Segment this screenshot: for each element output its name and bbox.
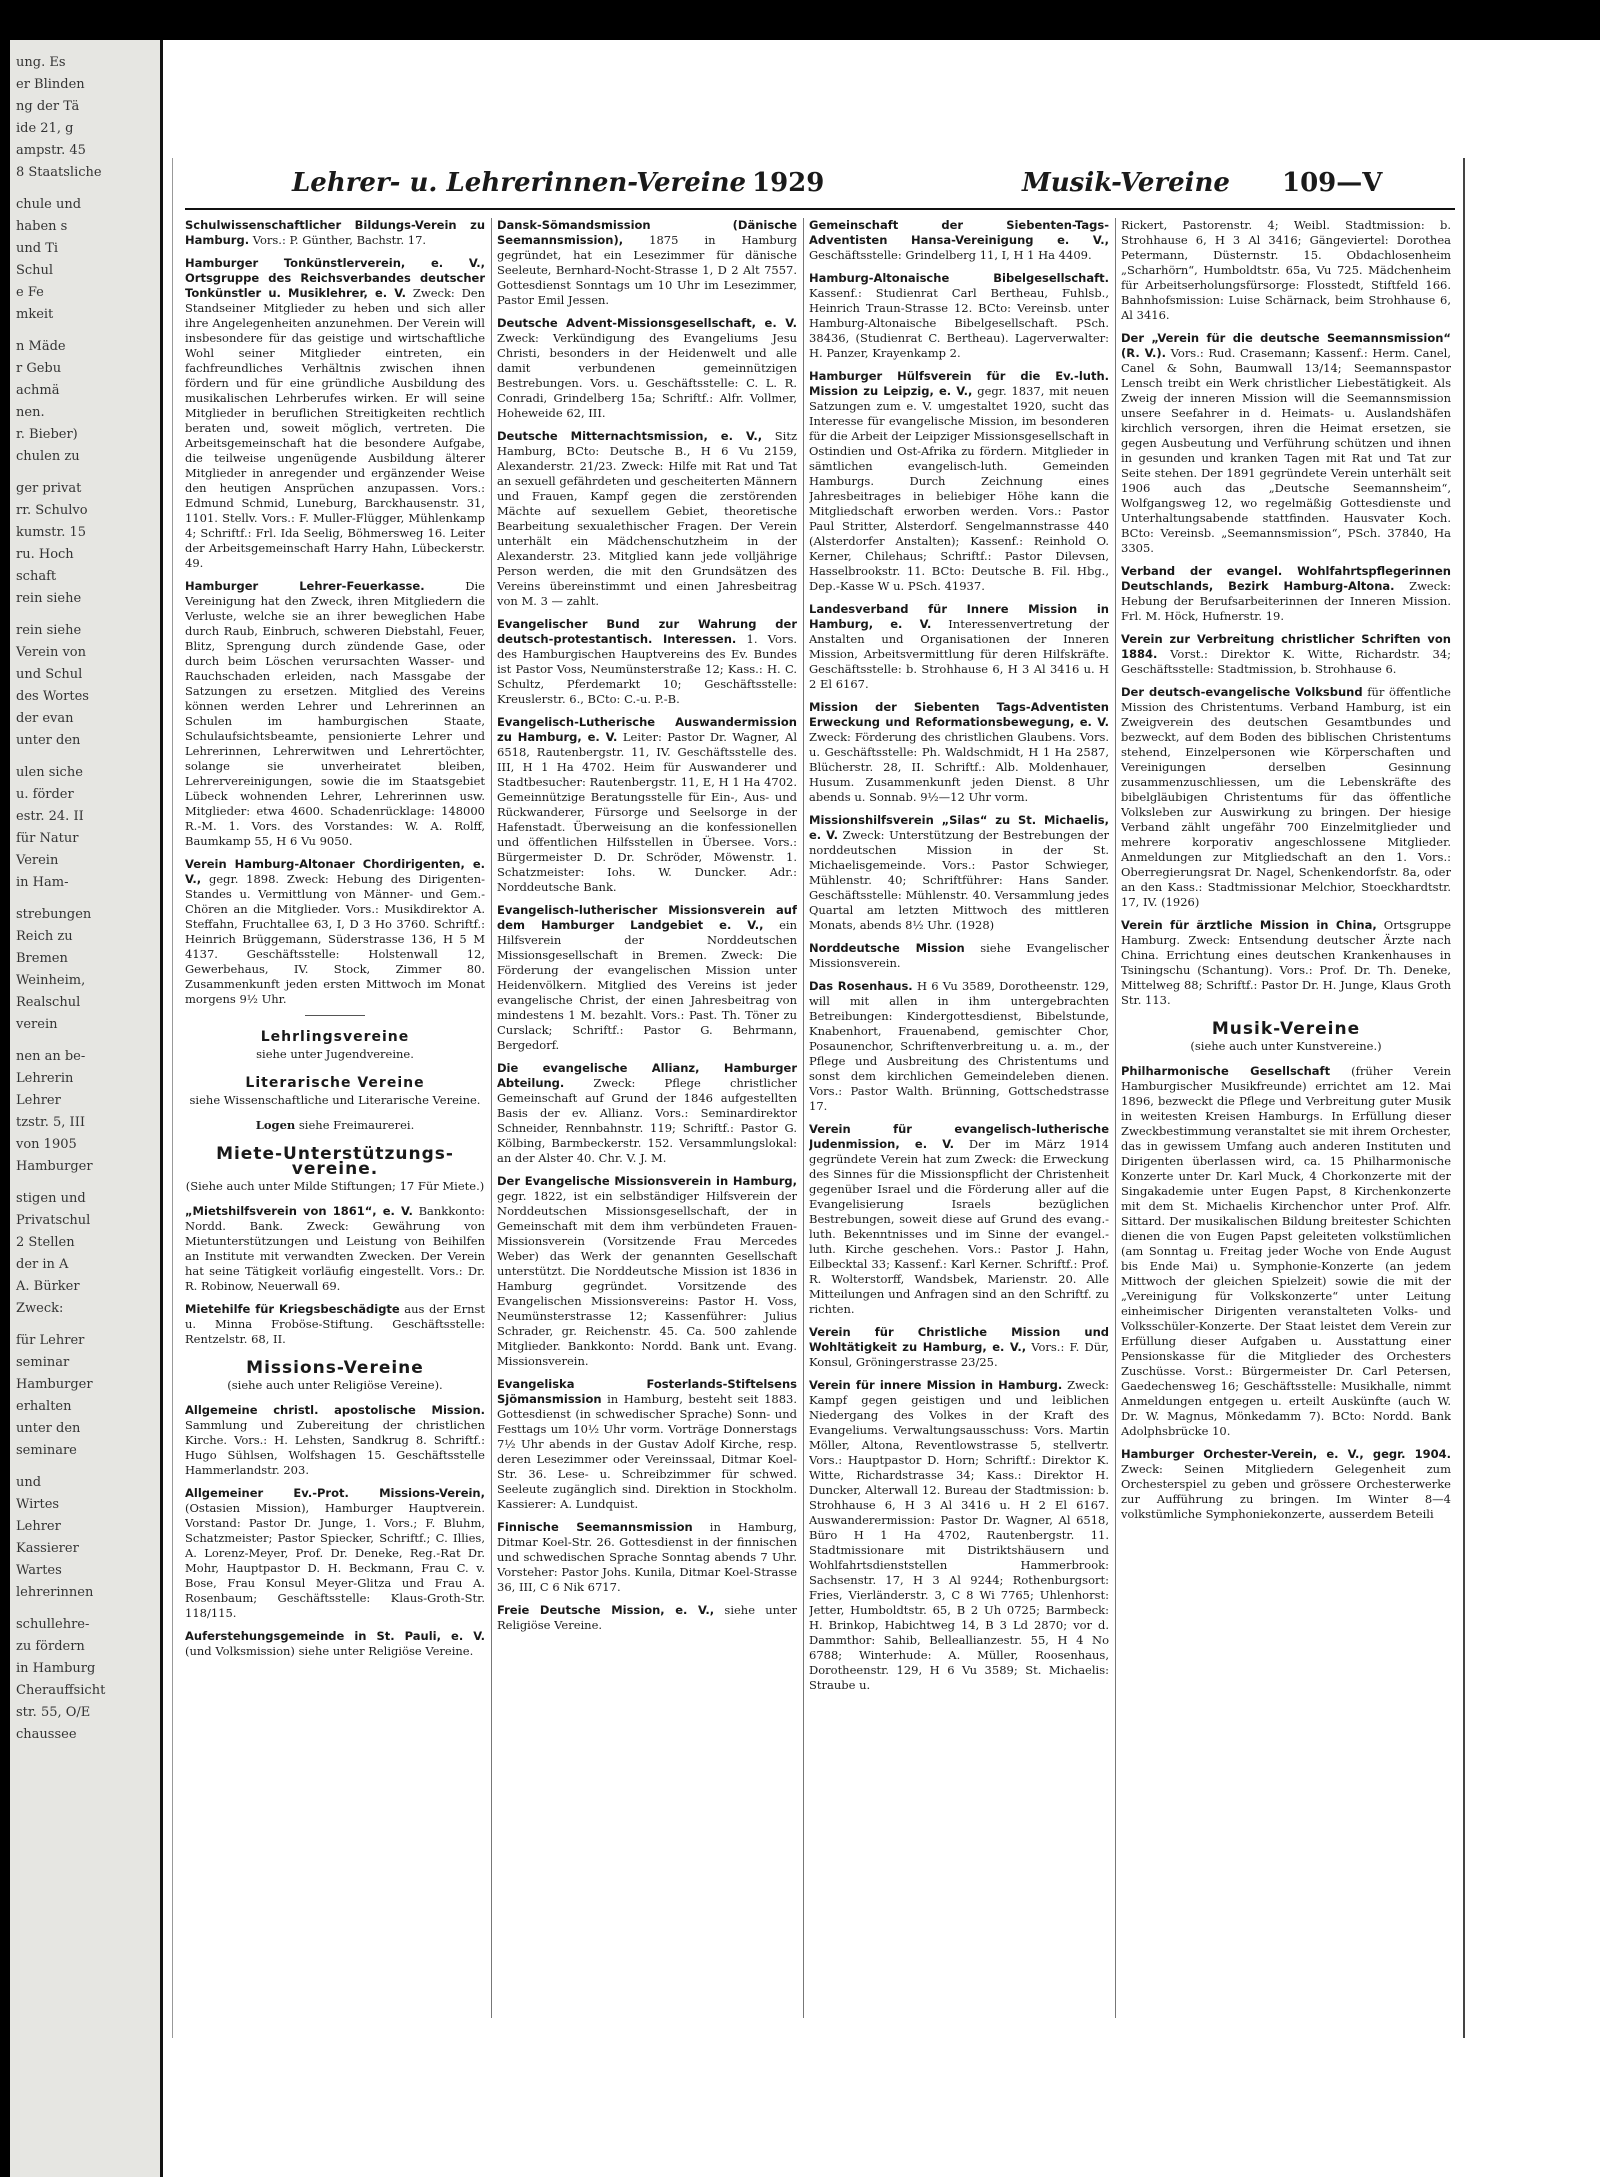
column-1 bbox=[185, 218, 485, 2028]
page-number: 109—V bbox=[1282, 168, 1383, 198]
entry-text: 1. Vors. des Hamburgischen Hauptvereins des Ev. Bundes ist Pastor Voss, Neumünsterstraße 12; Kass.: H. C. Schultz, Pferdemarkt 10; Geschäftsstelle: Kreuslerstr. 6., BCto: C.-u. P.-B. bbox=[497, 632, 797, 706]
directory-entry bbox=[809, 369, 1109, 594]
previous-page-fragment: ng der Tä bbox=[16, 99, 80, 114]
previous-page-fragment: achmä bbox=[16, 383, 60, 398]
entry-name: Verband der evangel. Wohlfahrtspflegerinnen Deutschlands, Bezirk Hamburg-Altona. bbox=[1121, 564, 1451, 593]
previous-page-fragment: kumstr. 15 bbox=[16, 525, 87, 540]
section-title-logen: Logen bbox=[255, 1118, 296, 1132]
previous-page-fragment: ger privat bbox=[16, 481, 82, 496]
entry-text: Vors.: P. Günther, Bachstr. 17. bbox=[252, 233, 427, 247]
column-4 bbox=[1121, 218, 1451, 2028]
entry-name: Philharmonische Gesellschaft bbox=[1121, 1064, 1331, 1078]
entry-name: Verein für innere Mission in Hamburg. bbox=[809, 1378, 1063, 1392]
entry-text: Zweck: Kampf gegen geistigen und und leiblichen Niedergang des Volkes in der Kraft des Evangeliums. Verwaltungsausschuss: Vors. Martin Möller, Altona, Reventlowstrasse 5, stellvertr. Vors.: Hauptpastor D. Horn; Schriftf.: Direktor K. Witte, Richardstrasse 34; Kass.: Direktor H. Duncker, Alterwall 12. Bureau der Stadtmission: b. Strohhause 6, H 3 Al 3416 u. H 2 El 6167. Auswanderermission: Pastor Dr. Wagner, Al 6518, Büro H 1 Ha 4702, Rautenbergstr. 11. Stadtmissionare mit Distriktshäusern und Wohlfahrtsdienststellen Hammerbrook: Sachsenstr. 17, H 3 Al 9244; Rothenburgsort: Fries, Vierländerstr. 3, C 8 Wi 7765; Uhlenhorst: Jetter, Humboldtstr. 65, B 2 Uh 0725; Barmbeck: H. Brinkop, Habichtweg 14, B 3 Ld 2870; vor d. Dammthor: Sahib, Belleallianzestr. 55, H 4 No 6788; Winterhude: A. Müller, Roosenhaus, Dorotheenstr. 129, H 6 Vu 3589; St. Michaelis: Straube u. bbox=[809, 1378, 1109, 1692]
previous-page-edge bbox=[10, 40, 163, 2177]
entry-name: Freie Deutsche Mission, e. V., bbox=[497, 1603, 715, 1617]
directory-entry bbox=[185, 1629, 485, 1659]
entry-name: Hamburger Tonkünstlerverein, e. V., Ortsgruppe des Reichsverbandes deutscher Tonkünstler u. Musiklehrer, e. V. bbox=[185, 256, 485, 300]
entry-name: Hamburger Hülfsverein für die Ev.-luth. Mission zu Leipzig, e. V., bbox=[809, 369, 1109, 398]
column-divider bbox=[803, 218, 804, 2018]
entry-name: Norddeutsche Mission bbox=[809, 941, 965, 955]
previous-page-fragment: unter den bbox=[16, 1421, 81, 1436]
previous-page-fragment: ru. Hoch bbox=[16, 547, 74, 562]
previous-page-fragment: chulen zu bbox=[16, 449, 80, 464]
previous-page-fragment: ung. Es bbox=[16, 55, 66, 70]
section-crossref: siehe Wissenschaftliche und Literarische Vereine. bbox=[189, 1093, 481, 1107]
entry-name: Landesverband für Innere Mission in Hamburg, e. V. bbox=[809, 602, 1109, 631]
previous-page-fragment: zu fördern bbox=[16, 1639, 85, 1654]
previous-page-fragment: rr. Schulvo bbox=[16, 503, 88, 518]
previous-page-fragment: nen. bbox=[16, 405, 45, 420]
previous-page-fragment: lehrerinnen bbox=[16, 1585, 94, 1600]
previous-page-fragment: r. Bieber) bbox=[16, 427, 78, 442]
header-rule bbox=[185, 208, 1455, 210]
previous-page-fragment: in Hamburg bbox=[16, 1661, 96, 1676]
previous-page-fragment: er Blinden bbox=[16, 77, 85, 92]
directory-entry bbox=[497, 1603, 797, 1633]
directory-entry bbox=[809, 602, 1109, 692]
previous-page-fragment: Cherauffsicht bbox=[16, 1683, 106, 1698]
previous-page-fragment: estr. 24. II bbox=[16, 809, 84, 824]
directory-entry bbox=[809, 941, 1109, 971]
entry-name: Mietehilfe für Kriegsbeschädigte bbox=[185, 1302, 400, 1316]
entry-name: Finnische Seemannsmission bbox=[497, 1520, 693, 1534]
directory-entry bbox=[185, 857, 485, 1007]
previous-page-fragment: und bbox=[16, 1475, 42, 1490]
previous-page-fragment: strebungen bbox=[16, 907, 92, 922]
section-title-musik-vereine: Musik-Vereine bbox=[1211, 1019, 1361, 1039]
previous-page-fragment: n Mäde bbox=[16, 339, 66, 354]
entry-name: Verein Hamburg-Altonaer Chordirigenten, e. V., bbox=[185, 857, 485, 886]
previous-page-fragment: der in A bbox=[16, 1257, 69, 1272]
entry-name: Allgemeiner Ev.-Prot. Missions-Verein, bbox=[185, 1486, 485, 1500]
section-title-missions-vereine: Missions-Vereine bbox=[246, 1358, 424, 1378]
entry-text: Zweck: Den Standseiner Mitglieder zu heben und sich aller ihre Angelegenheiten anzunehmen. Der Verein will insbesondere für das geistige und wirtschaftliche Wohl seiner Mitglieder eintreten, ein fachfreundliches Verhältnis zwischen ihnen fördern und für eine gründliche Ausbildung des musikalischen Lehrberufes wirken. Er will seine Mitglieder in beruflichen Streitigkeiten rechtlich beraten und, soweit möglich, vertreten. Die Arbeitsgemeinschaft hat die besondere Aufgabe, die teilweise ungenügende Ausbildung älterer Mitglieder in anregender und ergänzender Weise den heutigen Ansprüchen anzupassen. Vors.: Edmund Schmid, Luneburg, Barckhausenstr. 31, 1101. Stellv. Vors.: F. Muller-Flügger, Mühlenkamp 4; Schriftf.: Frl. Ida Seelig, Böhmersweg 16. Leiter der Arbeitsgemeinschaft Harry Hahn, Lübeckerstr. 49. bbox=[185, 286, 485, 570]
entry-name: Gemeinschaft der Siebenten-Tags-Adventisten Hansa-Vereinigung e. V., bbox=[809, 218, 1109, 247]
previous-page-fragment: Kassierer bbox=[16, 1541, 79, 1556]
previous-page-fragment: nen an be- bbox=[16, 1049, 86, 1064]
entry-name: Schulwissenschaftlicher Bildungs-Verein zu Hamburg. bbox=[185, 218, 485, 247]
directory-entry bbox=[809, 1325, 1109, 1370]
column-divider bbox=[491, 218, 492, 2018]
entry-name: Hamburger Orchester-Verein, e. V., gegr. 1904. bbox=[1121, 1447, 1451, 1461]
directory-entry bbox=[497, 715, 797, 895]
entry-name: Verein für Christliche Mission und Wohltätigkeit zu Hamburg, e. V., bbox=[809, 1325, 1109, 1354]
section-crossref: (Siehe auch unter Milde Stiftungen; 17 Für Miete.) bbox=[185, 1179, 485, 1193]
entry-name: Der Evangelische Missionsverein in Hamburg, bbox=[497, 1174, 797, 1188]
entry-text: Zweck: Pflege christlicher Gemeinschaft auf Grund der 1846 aufgestellten Basis der ev. Allianz. Vors.: Seminardirektor Schneider, Rennbahnstr. 119; Schriftf.: Pastor G. Kölbing, Barmbeckerstr. 152. Versammlungslokal: an der Alster 40. Chr. V. J. M. bbox=[497, 1076, 797, 1165]
previous-page-fragment: Verein bbox=[16, 853, 59, 868]
previous-page-fragment: des Wortes bbox=[16, 689, 89, 704]
directory-entry bbox=[1121, 218, 1451, 323]
directory-entry bbox=[497, 1061, 797, 1166]
previous-page-fragment: Schul bbox=[16, 263, 54, 278]
section-title-miete: Miete-Unterstützungs-vereine. bbox=[216, 1144, 454, 1179]
previous-page-fragment: ulen siche bbox=[16, 765, 83, 780]
previous-page-fragment: in Ham- bbox=[16, 875, 69, 890]
directory-entry bbox=[809, 271, 1109, 361]
previous-page-fragment: und Schul bbox=[16, 667, 83, 682]
previous-page-fragment: Verein von bbox=[16, 645, 87, 660]
previous-page-fragment: Lehrer bbox=[16, 1519, 61, 1534]
previous-page-fragment: Lehrerin bbox=[16, 1071, 74, 1086]
entry-text: Sitz Hamburg, BCto: Deutsche B., H 6 Vu 2159, Alexanderstr. 21/23. Zweck: Hilfe mit Rat und Tat an sexuell gefährdeten und gescheiterten Männern und Frauen, Kampf gegen die zerstörenden Mächte auf sexuellem Gebiet, theoretische Bearbeitung sexualethischer Fragen. Der Verein unterhält ein Mädchenschutzheim in der Alexanderstr. 23. Mitglied kann jede volljährige Person werden, die mit den Grundsätzen des Vereins übereinstimmt und einen Jahresbeitrag von M. 3 — zahlt. bbox=[497, 429, 797, 608]
entry-name: Deutsche Mitternachtsmission, e. V., bbox=[497, 429, 763, 443]
previous-page-fragment: rein siehe bbox=[16, 591, 82, 606]
previous-page-fragment: Realschul bbox=[16, 995, 81, 1010]
entry-name: Evangelischer Bund zur Wahrung der deutsch-protestantisch. Interessen. bbox=[497, 617, 797, 646]
column-3 bbox=[809, 218, 1109, 2028]
directory-entry bbox=[497, 1377, 797, 1512]
directory-entry bbox=[1121, 1447, 1451, 1522]
directory-entry bbox=[497, 316, 797, 421]
directory-entry bbox=[185, 256, 485, 571]
directory-entry bbox=[1121, 331, 1451, 556]
directory-entry bbox=[185, 218, 485, 248]
directory-entry bbox=[185, 1486, 485, 1621]
entry-text: Ortsgruppe Hamburg. Zweck: Entsendung deutscher Ärzte nach China. Errichtung eines deutschen Krankenhauses in Tsiningschu (Schantung). Vors.: Prof. Dr. Th. Deneke, Mittelweg 88; Schriftf.: Pastor Dr. H. Junge, Klaus Groth Str. 113. bbox=[1121, 918, 1451, 1007]
entry-name: Der deutsch-evangelische Volksbund bbox=[1121, 685, 1363, 699]
entry-text: (und Volksmission) siehe unter Religiöse Vereine. bbox=[185, 1644, 474, 1658]
previous-page-fragment: stigen und bbox=[16, 1191, 86, 1206]
previous-page-fragment: für Natur bbox=[16, 831, 79, 846]
entry-text: Vors.: Rud. Crasemann; Kassenf.: Herm. Canel, Canel & Sohn, Baumwall 13/14; Seemannspastor Lensch treibt ein Werk christlicher Liebestätigkeit. Als Zweig der inneren Mission will die Seemannsmission unsere Seefahrer in d. Heimats- u. Auslandshäfen kirchlich versorgen, ihren die Heimat ersetzen, sie gegen Ausbeutung und Verführung schützen und ihnen in gesunden und kranken Tagen mit Rat und Tat zur Seite stehen. Der 1891 gegründete Verein unterhält seit 1906 auch das „Deutsche Seemannsheim“, Wolfgangsweg 12, wo regelmäßig Gottesdienste und Unterhaltungsabende stattfinden. Hausvater Koch. BCto: Vereinsb. „Seemannsmission“, PSch. 37840, Ha 3305. bbox=[1121, 346, 1451, 555]
entry-text: (Ostasien Mission), Hamburger Hauptverein. Vorstand: Pastor Dr. Junge, 1. Vors.; F. Bluhm, Schatzmeister; Pastor Spiecker, Schriftf.; C. Illies, A. Lorenz-Meyer, Prof. Dr. Deneke, Reg.-Rat Dr. Mohr, Hauptpastor D. H. Beckmann, Frau C. v. Bose, Frau Konsul Meyer-Glitza und Frau A. Rosenbaum; Geschäftsstelle: Klaus-Groth-Str. 118/115. bbox=[185, 1501, 485, 1620]
previous-page-fragment: Wirtes bbox=[16, 1497, 60, 1512]
directory-entry bbox=[497, 903, 797, 1053]
previous-page-fragment: ide 21, g bbox=[16, 121, 74, 136]
directory-entry bbox=[809, 1378, 1109, 1693]
previous-page-fragment: und Ti bbox=[16, 241, 59, 256]
previous-page-fragment: rein siehe bbox=[16, 623, 82, 638]
previous-page-fragment: 8 Staatsliche bbox=[16, 165, 102, 180]
section-title-lehrlingsvereine: Lehrlingsvereine bbox=[260, 1029, 410, 1045]
directory-entry bbox=[1121, 685, 1451, 910]
entry-text: Zweck: Förderung des christlichen Glaubens. Vors. u. Geschäftsstelle: Ph. Waldschmidt, H 1 Ha 2587, Blücherstr. 28, II. Schriftf.: Alb. Moldenhauer, Husum. Zusammenkunft jeden Dienst. 8 Uhr abends u. Sonnab. 9½—12 Uhr vorm. bbox=[809, 730, 1109, 804]
previous-page-fragment: Weinheim, bbox=[16, 973, 86, 988]
previous-page-fragment: mkeit bbox=[16, 307, 54, 322]
directory-entry bbox=[497, 617, 797, 707]
scan-border-top bbox=[0, 0, 1600, 40]
entry-name: „Mietshilfsverein von 1861“, e. V. bbox=[185, 1204, 413, 1218]
entry-name: Die evangelische Allianz, Hamburger Abteilung. bbox=[497, 1061, 797, 1090]
entry-text: Leiter: Pastor Dr. Wagner, Al 6518, Rautenbergstr. 11, IV. Geschäftsstelle des. III, H 1 Ha 4702. Heim für Auswanderer und Stadtbesucher: Rautenbergstr. 11, E, H 1 Ha 4702. Gemeinnützige Beratungsstelle für Ein-, Aus- und Rückwanderer, Fürsorge und Seelsorge in der Hafenstadt. Überweisung an die konfessionellen und öffentlichen Hilfsstellen in Übersee. Vors.: Bürgermeister D. Dr. Schröder, Möwenstr. 1. Schatzmeister: Iohs. W. Duncker. Adr.: Norddeutsche Bank. bbox=[497, 730, 797, 894]
entry-name: Der „Verein für die deutsche Seemannsmission“ (R. V.). bbox=[1121, 331, 1451, 360]
previous-page-fragment: verein bbox=[16, 1017, 58, 1032]
entry-text: Interessenvertretung der Anstalten und Organisationen der Inneren Mission, Arbeitsvermittlung für deren Hilfskräfte. Geschäftsstelle: b. Strohhause 6, H 3 Al 3416 u. H 2 El 6167. bbox=[809, 617, 1109, 691]
previous-page-fragment: seminare bbox=[16, 1443, 77, 1458]
section-title-literarische-vereine: Literarische Vereine bbox=[245, 1075, 425, 1091]
previous-page-fragment: Wartes bbox=[16, 1563, 62, 1578]
column-2 bbox=[497, 218, 797, 2028]
entry-text: Die Vereinigung hat den Zweck, ihren Mitgliedern die Verluste, welche sie an ihrer beweglichen Habe durch Raub, Einbruch, schweren Diebstahl, Feuer, Blitz, Sprengung durch zündende Gase, oder durch beim Löschen verursachten Wasser- und Rauchschaden erleiden, nach Massgabe der Satzungen zu ersetzen. Mitglied des Vereins können werden Lehrer und Lehrerinnen an Schulen im hamburgischen Staate, Schulaufsichtsbeamte, pensionierte Lehrer und Lehrerinnen, Lehrerwitwen und Lehrertöchter, solange sie unverheiratet bleiben, Lehrervereinigungen, sowie die im Staatsgebiet Lübeck wohnenden Lehrer, Lehrerinnen usw. Mitglieder: etwa 4600. Schadenrücklage: 148000 R.-M. 1. Vors. des Vorstandes: W. A. Rolff, Baumkamp 55, H 6 Vu 9050. bbox=[185, 579, 485, 848]
entry-text: Vorst.: Direktor K. Witte, Richardstr. 34; Geschäftsstelle: Stadtmission, b. Strohhause 6. bbox=[1121, 647, 1451, 676]
entry-text: Der im März 1914 gegründete Verein hat zum Zweck: die Erweckung des Sinnes für die Missionspflicht der Christenheit gegenüber Israel und die Förderung aller auf die Evangelisierung Israels bezüglichen Bestrebungen, soweit diese auf Grund des evang.-luth. Bekenntnisses und im Sinne der evangel.-luth. Kirche geschehen. Vors.: Pastor J. Hahn, Eilbecktal 33; Kassenf.: Karl Kerner. Schriftf.: Prof. R. Wolterstorff, Wandsbek, Marienstr. 20. Alle Mitteilungen und Anfragen sind an den Schriftf. zu richten. bbox=[809, 1137, 1109, 1316]
logen-line bbox=[185, 1118, 485, 1133]
entry-name: Evangelisch-lutherischer Missionsverein auf dem Hamburger Landgebiet e. V., bbox=[497, 903, 797, 932]
directory-entry bbox=[809, 979, 1109, 1114]
directory-entry bbox=[809, 218, 1109, 263]
entry-text: in Hamburg, besteht seit 1883. Gottesdienst (in schwedischer Sprache) Sonn- und Festtags um 10½ Uhr vorm. Vorträge Donnerstags 7½ Uhr abends in der Gustav Adolf Kirche, resp. deren Lesezimmer oder Vereinssaal, Ditmar Koel-Str. 36. Lese- u. Schreibzimmer für schwed. Seeleute zugänglich sind. Direktion in Stockholm. Kassierer: A. Lundquist. bbox=[497, 1392, 797, 1511]
previous-page-fragment: schullehre- bbox=[16, 1617, 90, 1632]
directory-entry bbox=[497, 1174, 797, 1369]
previous-page-fragment: Reich zu bbox=[16, 929, 73, 944]
previous-page-fragment: Hamburger bbox=[16, 1159, 93, 1174]
entry-text: Zweck: Verkündigung des Evangeliums Jesu Christi, besonders in der Heidenwelt und alle damit verbundenen gemeinnützigen Bestrebungen. Vors. u. Geschäftsstelle: C. L. R. Conradi, Grindelberg 15a; Schriftf.: Alfr. Vollmer, Hoheweide 62, III. bbox=[497, 331, 797, 420]
directory-entry bbox=[497, 218, 797, 308]
directory-entry bbox=[1121, 564, 1451, 624]
directory-entry bbox=[497, 429, 797, 609]
entry-text: H 6 Vu 3589, Dorotheenstr. 129, will mit allen in ihm untergebrachten Betreibungen: Kindergottesdienst, Bibelstunde, Knabenhort, Frauenabend, gemischter Chor, Posaunenchor, Schriftenverbreitung u. a. m., der Pflege und Ausbreitung des Christentums und sonst dem kirchlichen Gemeindeleben dienen. Vors.: Pastor Walth. Brünning, Gottschedstrasse 17. bbox=[809, 979, 1109, 1113]
previous-page-fragment: Bremen bbox=[16, 951, 68, 966]
section-crossref: siehe Freimaurerei. bbox=[298, 1118, 415, 1132]
directory-entry bbox=[185, 1204, 485, 1294]
entry-text: gegr. 1822, ist ein selbständiger Hilfsverein der Norddeutschen Missionsgesellschaft, der in Gemeinschaft mit dem ihm verbündeten Frauen-Missionsverein (Vorsitzende Frau Mercedes Weber) das Werk der genannten Gesellschaft unterstützt. Die Norddeutsche Mission ist 1836 in Hamburg gegründet. Vorsitzende des Evangelischen Missionsvereins: Pastor H. Voss, Neumünsterstrasse 12; Kassenführer: Julius Schrader, gr. Reichenstr. 45. Ca. 500 zahlende Mitglieder. Bankkonto: Nordd. Bank unt. Evang. Missionsverein. bbox=[497, 1189, 797, 1368]
previous-page-fragment: erhalten bbox=[16, 1399, 72, 1414]
previous-page-fragment: str. 55, O/E bbox=[16, 1705, 91, 1720]
entry-name: Hamburger Lehrer-Feuerkasse. bbox=[185, 579, 425, 593]
column-divider bbox=[1115, 218, 1116, 2018]
entry-text: gegr. 1898. Zweck: Hebung des Dirigenten-Standes u. Vermittlung von Männer- und Gem.-Chören an die Mitglieder. Vors.: Musikdirektor A. Steffahn, Fruchtallee 63, I, D 3 Ho 3760. Schriftf.: Heinrich Brüggemann, Süderstrasse 136, H 5 M 4137. Geschäftsstelle: Holstenwall 12, Gewerbehaus, IV. Stock, Zimmer 80. Zusammenkunft jeden ersten Mittwoch im Monat morgens 9½ Uhr. bbox=[185, 872, 485, 1006]
previous-page-fragment: ampstr. 45 bbox=[16, 143, 86, 158]
page-header bbox=[172, 160, 1462, 208]
entry-text: Vors.: F. Dür, Konsul, Gröningerstrasse 23/25. bbox=[809, 1340, 1109, 1369]
entry-name: Evangeliska Fosterlands-Stiftelsens Sjömansmission bbox=[497, 1377, 797, 1406]
previous-page-fragment: von 1905 bbox=[16, 1137, 77, 1152]
entry-name: Das Rosenhaus. bbox=[809, 979, 913, 993]
entry-text: ein Hilfsverein der Norddeutschen Missionsgesellschaft in Bremen. Zweck: Die Förderung der evangelischen Mission unter Heidenvölkern. Mitglied des Vereins ist jeder evangelische Christ, der einen Jahresbeitrag von mindestens 1 M. bezahlt. Vors.: Past. Th. Töner zu Curslack; Schriftf.: Pastor G. Behrmann, Bergedorf. bbox=[497, 918, 797, 1052]
previous-page-fragment: schaft bbox=[16, 569, 57, 584]
previous-page-fragment: A. Bürker bbox=[16, 1279, 80, 1294]
entry-text: gegr. 1837, mit neuen Satzungen zum e. V. umgestaltet 1920, sucht das Interesse für evangelische Mission, im besonderen für die Arbeit der Leipziger Missionsgesellschaft in Ostindien und Ost-Afrika zu fördern. Mitglieder in sämtlichen evangelisch-luth. Gemeinden Hamburgs. Durch Zeichnung eines Jahresbeitrages in beliebiger Höhe kann die Mitgliedschaft erworben werden. Vors.: Pastor Paul Stritter, Alsterdorf. Sengelmannstrasse 440 (Alsterdorfer Anstalten); Kassenf.: Reinhold O. Kerner, Chilehaus; Schriftf.: Pastor Dilevsen, Hasselbrookstr. 11. BCto: Deutsche B. Fil. Hbg., Dep.-Kasse W u. PSch. 41937. bbox=[809, 384, 1109, 593]
directory-entry bbox=[1121, 918, 1451, 1008]
header-section-left: Lehrer- u. Lehrerinnen-Vereine bbox=[292, 168, 747, 198]
entry-text: siehe Evangelischer Missionsverein. bbox=[809, 941, 1109, 970]
previous-page-fragment: seminar bbox=[16, 1355, 70, 1370]
directory-entry bbox=[809, 813, 1109, 933]
previous-page-fragment: Privatschul bbox=[16, 1213, 91, 1228]
entry-name: Verein zur Verbreitung christlicher Schriften von 1884. bbox=[1121, 632, 1451, 661]
entry-text: Rickert, Pastorenstr. 4; Weibl. Stadtmission: b. Strohhause 6, H 3 Al 3416; Gängeviertel: Dorothea Petermann, Düsternstr. 15. Obdachlosenheim „Scharhörn“, Humboldtstr. 65a, Vu 725. Mädchenheim für Arbeitserholungsfürsorge: Flosstedt, Stiftfeld 166. Bahnhofsmission: Luise Schärnack, beim Strohhause 6, Al 3416. bbox=[1121, 218, 1451, 322]
directory-entry bbox=[809, 700, 1109, 805]
directory-entry bbox=[497, 1520, 797, 1595]
previous-page-fragment: haben s bbox=[16, 219, 68, 234]
directory-entry bbox=[1121, 632, 1451, 677]
entry-name: Auferstehungsgemeinde in St. Pauli, e. V. bbox=[185, 1629, 485, 1643]
directory-entry bbox=[1121, 1064, 1451, 1439]
previous-page-fragment: tzstr. 5, III bbox=[16, 1115, 85, 1130]
entry-name: Missionshilfsverein „Silas“ zu St. Michaelis, e. V. bbox=[809, 813, 1109, 842]
entry-text: (früher Verein Hamburgischer Musikfreunde) errichtet am 12. Mai 1896, bezweckt die Pflege und Verbreitung guter Musik in weitesten Kreisen Hamburgs. In Erfüllung dieser Zweckbestimmung veranstaltet sie mit ihrem Orchester, das in gewissem Umfang auch anderen Instituten und Dirigenten überlassen wird, ca. 15 Philharmonische Konzerte unter Dr. Karl Muck, 4 Chorkonzerte mit der Singakademie unter Eugen Papst, 8 Kirchenkonzerte mit dem St. Michaelis Kirchenchor unter Prof. Alfr. Sittard. Der musikalischen Bildung breitester Schichten dienen die von Eugen Papst geleiteten volkstümlichen (am Sonntag u. Freitag jeder Woche von Ende August bis Ende Mai) u. Symphonie-Konzerte (an jedem Mittwoch der gleichen Spielzeit) sowie die mit der „Vereinigung für Volkskonzerte“ unter Leitung einheimischer Dirigenten veranstalteten Volks- und Volksschüler-Konzerte. Der Staat leistet dem Verein zur Erfüllung dieser Aufgaben u. Ausstattung einer Pensionskasse für die Mitglieder des Orchesters Zuschüsse. Vorst.: Bürgermeister Dr. Carl Petersen, Gaedechensweg 16; Geschäftsstelle: Musikhalle, nimmt Anmeldungen entgegen u. erteilt Auskünfte (auch W. Dr. W. Magnus, Mönkedamm 7). BCto: Nordd. Bank Adolphsbrücke 10. bbox=[1121, 1064, 1451, 1438]
entry-text: Kassenf.: Studienrat Carl Bertheau, Fuhlsb., Heinrich Traun-Strasse 12. BCto: Vereinsb. unter Hamburg-Altonaische Bibelgesellschaft. PSch. 38436, (Studienrat C. Bertheau). Lagerverwalter: H. Panzer, Krayenkamp 2. bbox=[809, 286, 1109, 360]
section-crossref: siehe unter Jugendvereine. bbox=[256, 1047, 414, 1061]
directory-entry bbox=[185, 1302, 485, 1347]
directory-entry bbox=[809, 1122, 1109, 1317]
entry-name: Hamburg-Altonaische Bibelgesellschaft. bbox=[809, 271, 1109, 285]
previous-page-fragment: Zweck: bbox=[16, 1301, 64, 1316]
entry-text: Bankkonto: Nordd. Bank. Zweck: Gewährung von Mietunterstützungen und Leistung von Beihilfen an Institute mit verwandten Zwecken. Der Verein hat seine Tätigkeit vorläufig eingestellt. Vors.: Dr. R. Robinow, Neuerwall 69. bbox=[185, 1204, 485, 1293]
entry-name: Verein für evangelisch-lutherische Judenmission, e. V. bbox=[809, 1122, 1109, 1151]
entry-name: Mission der Siebenten Tags-Adventisten Erweckung und Reformationsbewegung, e. V. bbox=[809, 700, 1109, 729]
previous-page-fragment: 2 Stellen bbox=[16, 1235, 75, 1250]
entry-name: Allgemeine christl. apostolische Mission. bbox=[185, 1403, 485, 1417]
section-crossref: (siehe auch unter Kunstvereine.) bbox=[1190, 1039, 1382, 1053]
entry-text: siehe unter Religiöse Vereine. bbox=[497, 1603, 797, 1632]
header-year: 1929 bbox=[752, 168, 825, 198]
entry-text: Geschäftsstelle: Grindelberg 11, I, H 1 Ha 4409. bbox=[809, 248, 1092, 262]
divider bbox=[305, 1015, 365, 1016]
entry-text: für öffentliche Mission des Christentums. Verband Hamburg, ist ein Zweigverein des deutschen Gesamtbundes und bezweckt, auf dem Boden des biblischen Christentums stehend, Einzelpersonen wie Körperschaften und Vereinigungen derselben Gesinnung zusammenzuschliessen, um die Lebenskräfte des bibelgläubigen Christentums für das öffentliche Volksleben zur Auswirkung zu bringen. Der hiesige Verband zählt ungefähr 700 Einzelmitglieder und mehrere korporativ angeschlossene Mitglieder. Anmeldungen zur Mitgliedschaft an den 1. Vors.: Oberregierungsrat Dr. Nagel, Schenkendorfstr. 8a, oder an den Kass.: Stadtmissionar Melchior, Stoeckhardtstr. 17, IV. (1926) bbox=[1121, 685, 1451, 909]
entry-text: Zweck: Unterstützung der Bestrebungen der norddeutschen Mission in der St. Michaelisgemeinde. Vors.: Pastor Schwieger, Mühlenstr. 40; Schriftführer: Hans Sander. Geschäftsstelle: Mühlenstr. 40. Versammlung jedes Quartal am letzten Mittwoch des mittleren Monats, abends 8½ Uhr. (1928) bbox=[809, 828, 1109, 932]
entry-text: Zweck: Hebung der Berufsarbeiterinnen der Inneren Mission. Frl. M. Höck, Hufnerstr. 19. bbox=[1121, 579, 1451, 623]
entry-text: Zweck: Seinen Mitgliedern Gelegenheit zum Orchesterspiel zu geben und grössere Orchesterwerke zur Aufführung zu bringen. Im Winter 8—4 volkstümliche Symphoniekonzerte, ausserdem Beteili bbox=[1121, 1462, 1451, 1521]
previous-page-fragment: chaussee bbox=[16, 1727, 77, 1742]
previous-page-fragment: der evan bbox=[16, 711, 74, 726]
entry-name: Dansk-Sömandsmission (Dänische Seemannsmission), bbox=[497, 218, 797, 247]
entry-name: Evangelisch-Lutherische Auswandermission zu Hamburg, e. V. bbox=[497, 715, 797, 744]
entry-text: 1875 in Hamburg gegründet, hat ein Lesezimmer für dänische Seeleute, Bernhard-Nocht-Strasse 1, D 2 Alt 7557. Gottesdienst Sonntags um 10 Uhr im Lesezimmer, Pastor Emil Jessen. bbox=[497, 233, 797, 307]
previous-page-fragment: Lehrer bbox=[16, 1093, 61, 1108]
previous-page-fragment: für Lehrer bbox=[16, 1333, 85, 1348]
directory-entry bbox=[185, 579, 485, 849]
section-crossref: (siehe auch unter Religiöse Vereine). bbox=[227, 1378, 443, 1392]
entry-name: Verein für ärztliche Mission in China, bbox=[1121, 918, 1377, 932]
entry-name: Deutsche Advent-Missionsgesellschaft, e. V. bbox=[497, 316, 797, 330]
directory-entry bbox=[185, 1403, 485, 1478]
previous-page-fragment: e Fe bbox=[16, 285, 44, 300]
entry-text: Sammlung und Zubereitung der christlichen Kirche. Vors.: H. Lehsten, Sandkrug 8. Schriftf.: Hugo Sühlsen, Wolfshagen 15. Geschäftsstelle Hammerlandstr. 203. bbox=[185, 1418, 485, 1477]
previous-page-fragment: u. förder bbox=[16, 787, 74, 802]
header-section-right: Musik-Vereine bbox=[1022, 168, 1230, 198]
entry-text: aus der Ernst u. Minna Froböse-Stiftung. Geschäftsstelle: Rentzelstr. 68, II. bbox=[185, 1302, 485, 1346]
previous-page-fragment: unter den bbox=[16, 733, 81, 748]
previous-page-fragment: Hamburger bbox=[16, 1377, 93, 1392]
previous-page-fragment: r Gebu bbox=[16, 361, 62, 376]
entry-text: in Hamburg, Ditmar Koel-Str. 26. Gottesdienst in der finnischen und schwedischen Sprache Sonntag abends 7 Uhr. Vorsteher: Pastor Johs. Kunila, Ditmar Koel-Strasse 36, III, C 6 Nik 6717. bbox=[497, 1520, 797, 1594]
previous-page-fragment: chule und bbox=[16, 197, 82, 212]
